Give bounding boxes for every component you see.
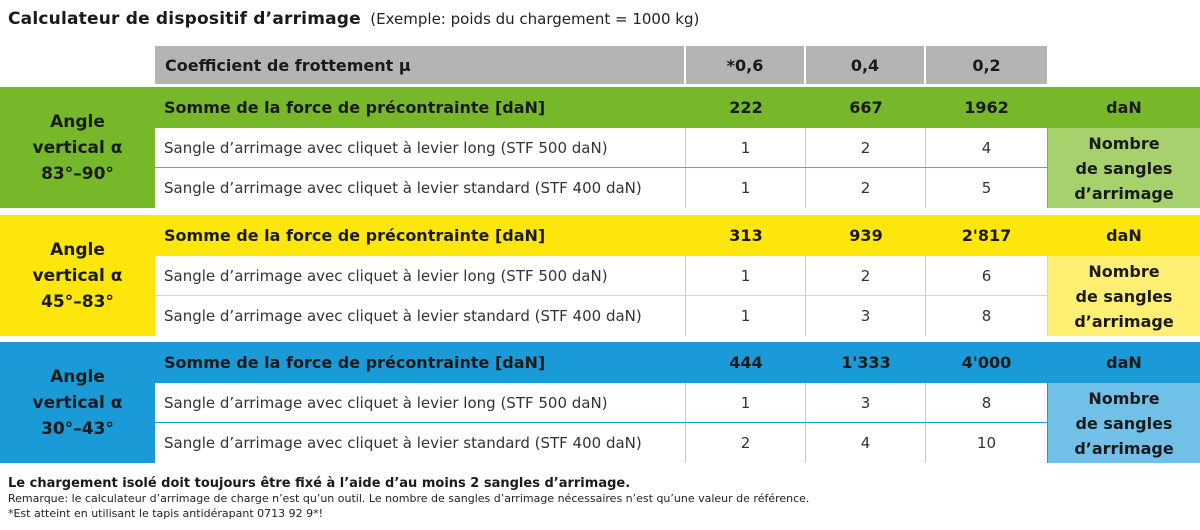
title-subtitle: (Exemple: poids du chargement = 1000 kg) — [370, 10, 700, 28]
table-row — [155, 168, 1047, 208]
footer-notes — [8, 476, 809, 521]
strap-count: 4 — [806, 423, 926, 463]
strap-count: 2 — [806, 128, 926, 167]
pretension-sum-row — [155, 215, 1047, 255]
pretension-sum-row — [155, 87, 1047, 127]
pretension-value: 444 — [729, 352, 763, 372]
pretension-value: 667 — [849, 97, 883, 117]
strap-count: 1 — [686, 168, 806, 208]
strap-type-label: Sangle d’arrimage avec cliquet à levier standard (STF 400 daN) — [155, 423, 686, 463]
pretension-value: 939 — [849, 225, 883, 245]
table-row — [155, 296, 1047, 336]
strap-type-label: Sangle d’arrimage avec cliquet à levier standard (STF 400 daN) — [155, 168, 686, 208]
strap-type-label: Sangle d’arrimage avec cliquet à levier long (STF 500 daN) — [155, 256, 686, 295]
pretension-sum-label: Somme de la force de précontrainte [daN] — [164, 225, 546, 245]
unit-label: daN — [1106, 97, 1142, 117]
pretension-value: 4'000 — [961, 352, 1012, 372]
strap-count-label — [1048, 128, 1200, 208]
angle-band-45-83 — [0, 215, 1200, 336]
strap-count: 8 — [981, 307, 992, 325]
footer-footnote: *Est atteint en utilisant le tapis antidérapant 0713 92 9*! — [8, 507, 324, 520]
strap-count-line-1: Nombre — [1088, 133, 1160, 153]
strap-count: 2 — [806, 168, 926, 208]
strap-count: 10 — [976, 434, 997, 452]
angle-label — [0, 215, 155, 336]
angle-label — [0, 342, 155, 463]
pretension-sum-label: Somme de la force de précontrainte [daN] — [164, 352, 546, 372]
strap-count-line-2: de sangles — [1075, 413, 1173, 433]
angle-line-1: Angle — [50, 239, 105, 260]
angle-line-1: Angle — [50, 111, 105, 132]
footer-warning: Le chargement isolé doit toujours être fixé à l’aide d’au moins 2 sangles d’arrimage. — [8, 476, 631, 491]
angle-label — [0, 87, 155, 208]
coefficient-header-2: 0,4 — [806, 46, 926, 84]
strap-count: 1 — [686, 128, 806, 167]
strap-count-line-1: Nombre — [1088, 261, 1160, 281]
pretension-sum-row — [155, 342, 1047, 382]
pretension-value: 1'333 — [841, 352, 891, 372]
angle-line-3: 45°–83° — [41, 291, 114, 312]
strap-count-line-2: de sangles — [1075, 158, 1173, 178]
strap-count: 2 — [686, 423, 806, 463]
angle-line-2: vertical α — [32, 137, 123, 158]
table-row — [155, 128, 1047, 167]
angle-band-83-90 — [0, 87, 1200, 208]
table-row — [155, 383, 1047, 422]
strap-count: 8 — [981, 393, 992, 412]
table-row — [155, 256, 1047, 295]
unit-label: daN — [1106, 352, 1142, 372]
strap-count-line-3: d’arrimage — [1074, 311, 1174, 331]
footer-remark: Remarque: le calculateur d’arrimage de charge n’est qu’un outil. Le nombre de sangles d’arrimage nécessaires n’est qu’une valeur de référence. — [8, 492, 810, 505]
pretension-value: 2'817 — [961, 225, 1012, 245]
strap-count: 1 — [686, 383, 806, 422]
title-main: Calculateur de dispositif d’arrimage — [8, 9, 361, 29]
pretension-value: 222 — [729, 97, 763, 117]
strap-count-line-3: d’arrimage — [1074, 183, 1174, 203]
strap-count-line-1: Nombre — [1088, 388, 1160, 408]
strap-count: 3 — [806, 296, 926, 336]
strap-count-label — [1048, 256, 1200, 336]
strap-type-label: Sangle d’arrimage avec cliquet à levier standard (STF 400 daN) — [155, 296, 686, 336]
angle-line-2: vertical α — [32, 265, 123, 286]
angle-line-3: 83°–90° — [41, 163, 114, 184]
pretension-value: 313 — [729, 225, 763, 245]
angle-line-2: vertical α — [32, 392, 123, 413]
strap-count: 5 — [981, 179, 992, 197]
strap-count: 1 — [686, 296, 806, 336]
table-row — [155, 423, 1047, 463]
strap-count-line-3: d’arrimage — [1074, 438, 1174, 458]
strap-count-label — [1048, 383, 1200, 463]
angle-band-30-43 — [0, 342, 1200, 463]
angle-line-1: Angle — [50, 366, 105, 387]
strap-count: 4 — [981, 138, 992, 157]
pretension-value: 1962 — [964, 97, 1009, 117]
unit-label: daN — [1106, 225, 1142, 245]
strap-count: 1 — [686, 256, 806, 295]
coefficient-header-1: *0,6 — [686, 46, 806, 84]
coefficient-header-3: 0,2 — [926, 46, 1047, 84]
strap-count-line-2: de sangles — [1075, 286, 1173, 306]
strap-count: 2 — [806, 256, 926, 295]
page-title — [8, 7, 699, 31]
strap-count: 6 — [981, 266, 992, 285]
strap-type-label: Sangle d’arrimage avec cliquet à levier long (STF 500 daN) — [155, 128, 686, 167]
friction-coefficient-header: Coefficient de frottement µ — [155, 46, 686, 84]
pretension-sum-label: Somme de la force de précontrainte [daN] — [164, 97, 546, 117]
strap-type-label: Sangle d’arrimage avec cliquet à levier long (STF 500 daN) — [155, 383, 686, 422]
angle-line-3: 30°–43° — [41, 418, 114, 439]
strap-count: 3 — [806, 383, 926, 422]
